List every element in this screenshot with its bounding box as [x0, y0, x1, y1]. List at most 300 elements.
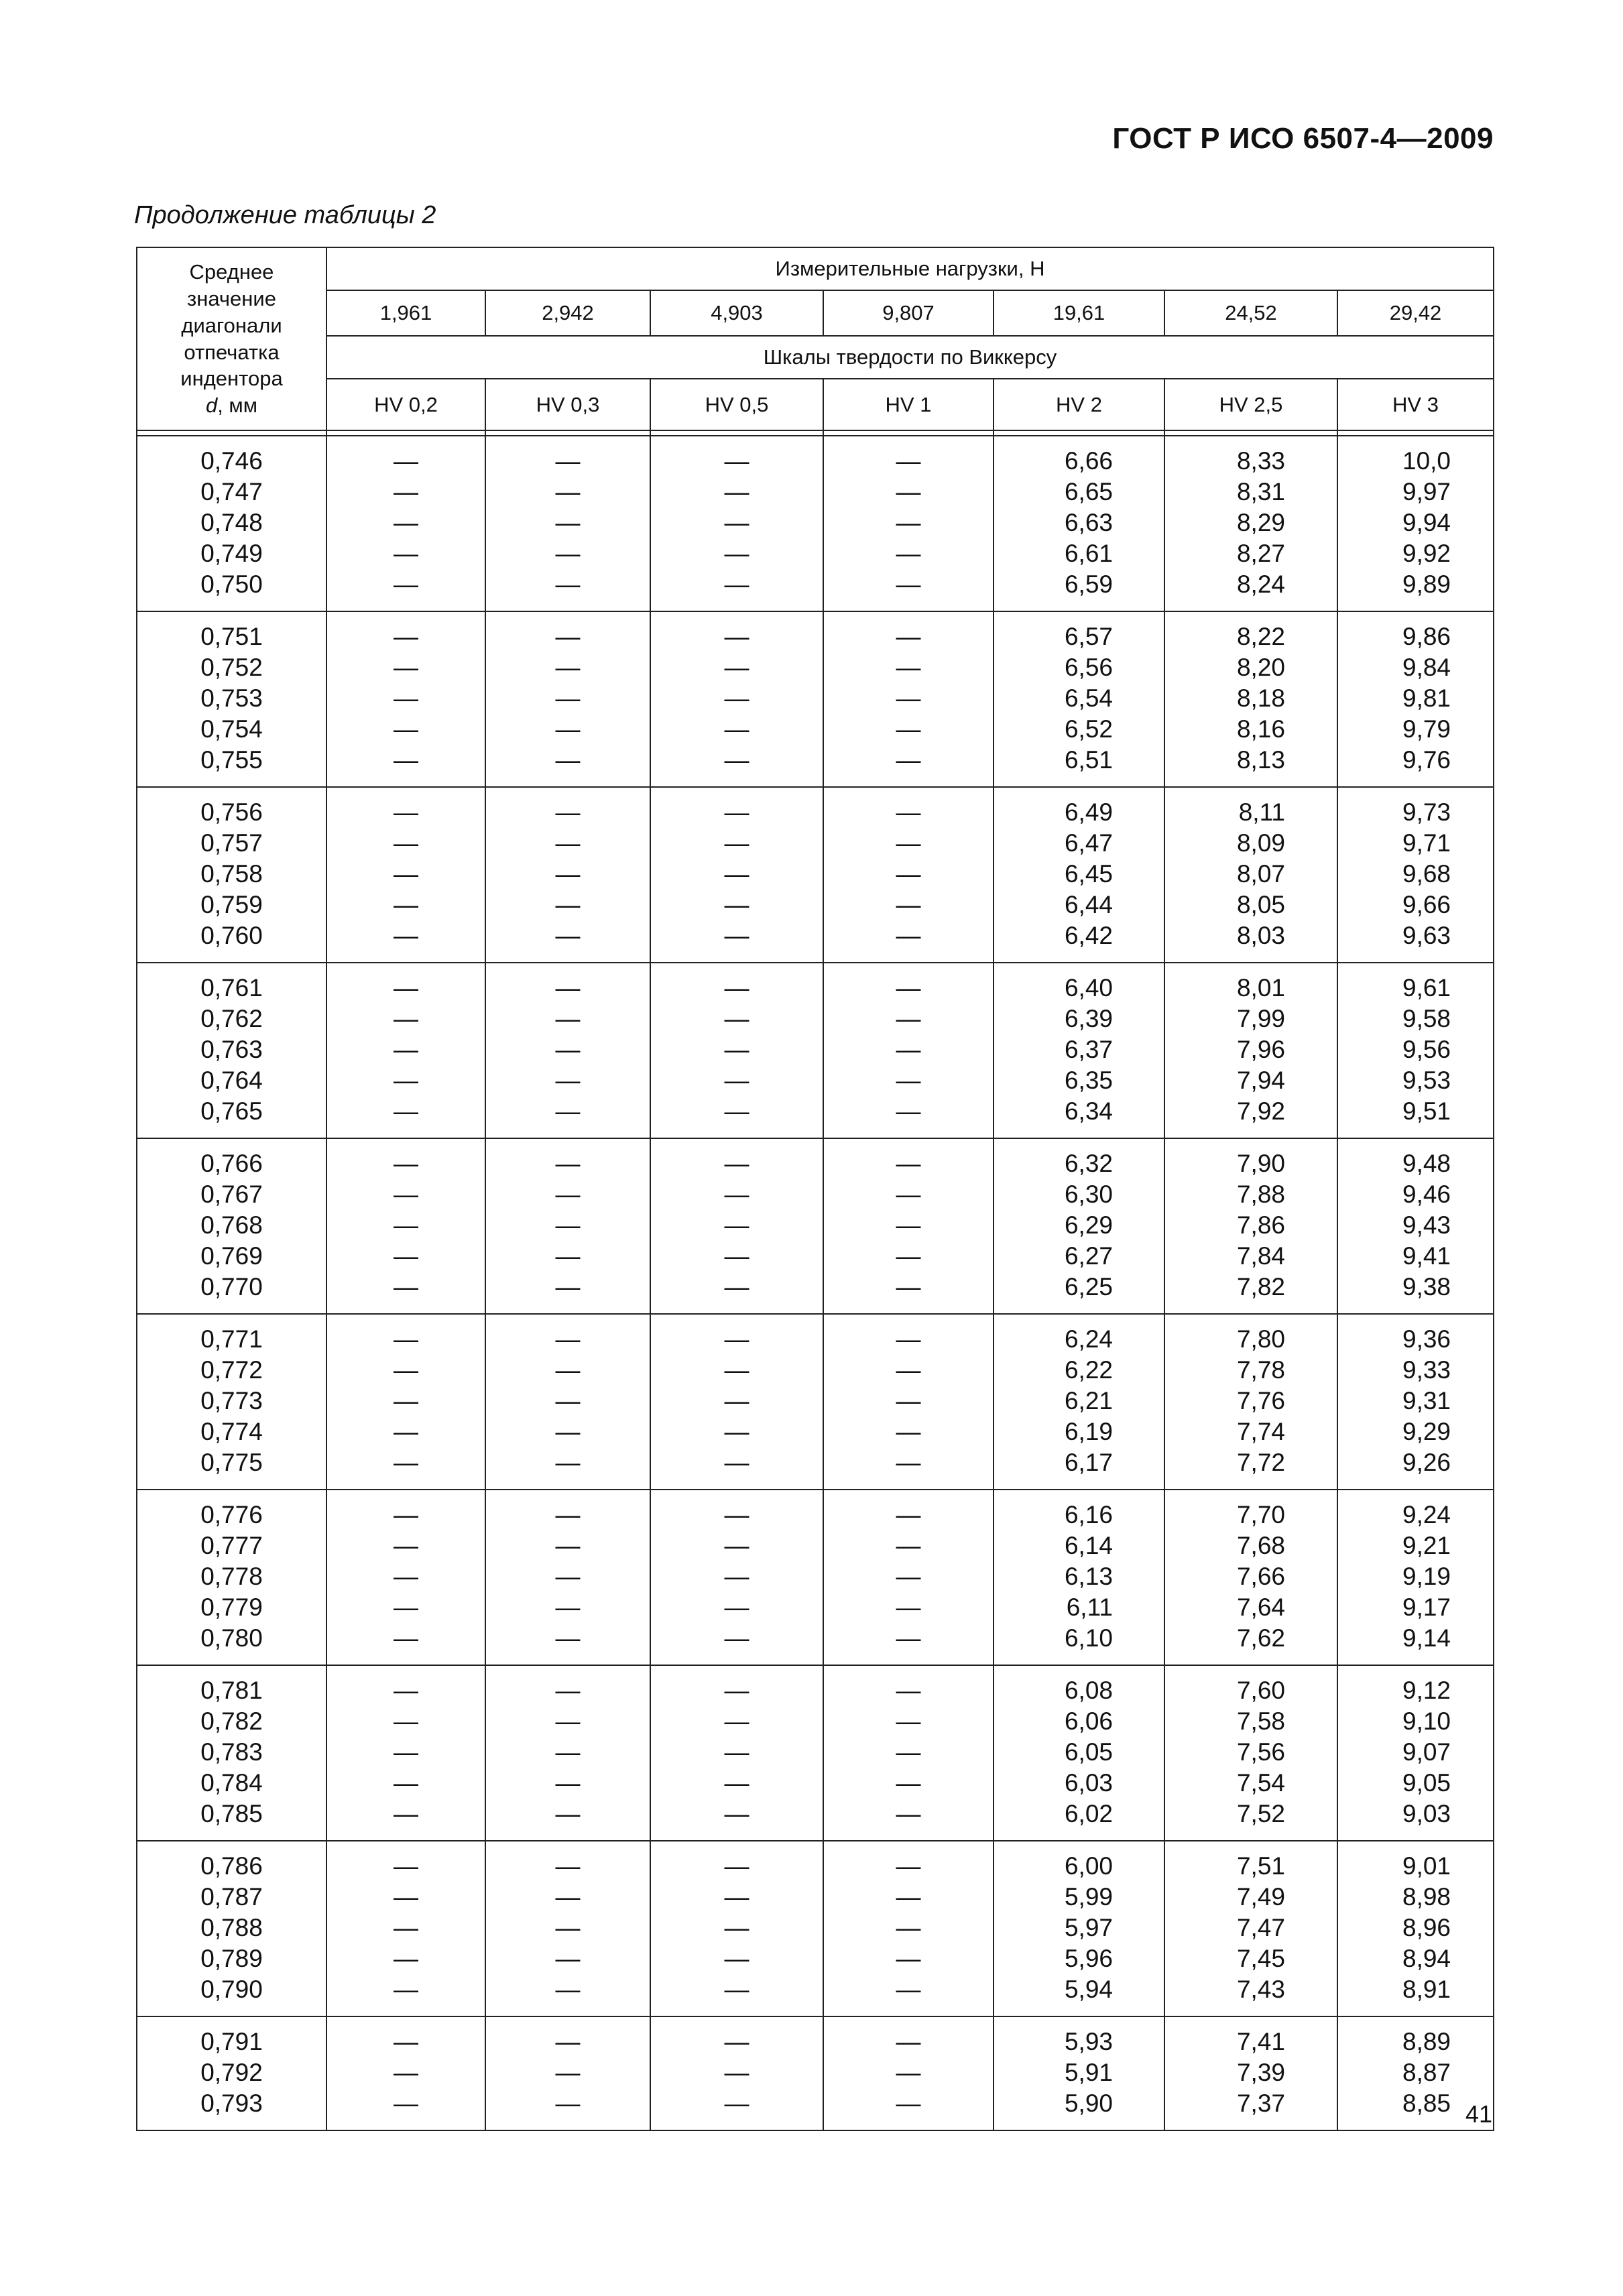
hv-value-cell: 8,16 — [1164, 714, 1337, 745]
empty-value-cell: — — [650, 538, 823, 569]
hv-value-cell: 8,05 — [1164, 890, 1337, 920]
hv-value-cell: 6,13 — [994, 1561, 1164, 1592]
hv-value-cell: 7,80 — [1164, 1314, 1337, 1355]
empty-value-cell: — — [823, 1138, 994, 1179]
diagonal-cell: 0,758 — [137, 859, 326, 890]
table-row — [137, 1592, 1494, 1623]
table-row — [137, 890, 1494, 920]
hv-value-cell: 6,52 — [994, 714, 1164, 745]
table-row — [137, 652, 1494, 683]
empty-value-cell: — — [326, 683, 485, 714]
diagonal-cell: 0,779 — [137, 1592, 326, 1623]
empty-value-cell: — — [326, 787, 485, 828]
empty-value-cell: — — [485, 683, 650, 714]
empty-value-cell: — — [823, 1974, 994, 2016]
hv-value-cell: 9,97 — [1337, 477, 1494, 507]
hv-value-cell: 6,17 — [994, 1447, 1164, 1490]
hv-value-cell: 6,03 — [994, 1768, 1164, 1799]
hv-value-cell: 6,63 — [994, 507, 1164, 538]
hv-value-cell: 7,90 — [1164, 1138, 1337, 1179]
empty-value-cell: — — [485, 963, 650, 1004]
hv-value-cell: 5,93 — [994, 2016, 1164, 2057]
row-group — [137, 611, 1494, 787]
empty-value-cell: — — [485, 1592, 650, 1623]
empty-value-cell: — — [650, 507, 823, 538]
hv-value-cell: 6,24 — [994, 1314, 1164, 1355]
empty-value-cell: — — [650, 963, 823, 1004]
load-value: 19,61 — [994, 290, 1164, 336]
hv-value-cell: 9,41 — [1337, 1241, 1494, 1272]
table-row — [137, 1706, 1494, 1737]
hv-value-cell: 7,70 — [1164, 1490, 1337, 1530]
table-row — [137, 1004, 1494, 1034]
empty-value-cell: — — [326, 920, 485, 963]
hv-value-cell: 10,0 — [1337, 436, 1494, 477]
hv-value-cell: 6,02 — [994, 1799, 1164, 1841]
empty-value-cell: — — [823, 1665, 994, 1706]
empty-value-cell: — — [650, 1665, 823, 1706]
empty-value-cell: — — [326, 1974, 485, 2016]
hv-value-cell: 9,12 — [1337, 1665, 1494, 1706]
hv-value-cell: 6,16 — [994, 1490, 1164, 1530]
empty-value-cell: — — [650, 1447, 823, 1490]
empty-value-cell: — — [485, 920, 650, 963]
hv-value-cell: 9,21 — [1337, 1530, 1494, 1561]
hv-value-cell: 6,57 — [994, 611, 1164, 652]
document-code: ГОСТ Р ИСО 6507-4—2009 — [1112, 122, 1494, 155]
hv-value-cell: 9,71 — [1337, 828, 1494, 859]
empty-value-cell: — — [823, 1004, 994, 1034]
table-row — [137, 1530, 1494, 1561]
hv-value-cell: 6,56 — [994, 652, 1164, 683]
empty-value-cell: — — [650, 1314, 823, 1355]
empty-value-cell: — — [326, 1004, 485, 1034]
row-group — [137, 436, 1494, 611]
empty-value-cell: — — [823, 538, 994, 569]
hv-value-cell: 5,94 — [994, 1974, 1164, 2016]
hv-value-cell: 7,47 — [1164, 1913, 1337, 1943]
empty-value-cell: — — [823, 745, 994, 787]
hv-value-cell: 7,54 — [1164, 1768, 1337, 1799]
hv-value-cell: 9,31 — [1337, 1386, 1494, 1416]
hv-value-cell: 9,46 — [1337, 1179, 1494, 1210]
hv-value-cell: 6,30 — [994, 1179, 1164, 1210]
empty-value-cell: — — [485, 1665, 650, 1706]
empty-value-cell: — — [650, 890, 823, 920]
hv-value-cell: 6,25 — [994, 1272, 1164, 1314]
empty-value-cell: — — [650, 859, 823, 890]
empty-value-cell: — — [326, 1179, 485, 1210]
empty-value-cell: — — [823, 787, 994, 828]
empty-value-cell: — — [650, 611, 823, 652]
empty-value-cell: — — [326, 859, 485, 890]
diagonal-cell: 0,754 — [137, 714, 326, 745]
hv-value-cell: 7,56 — [1164, 1737, 1337, 1768]
empty-value-cell: — — [326, 2088, 485, 2130]
empty-value-cell: — — [650, 1882, 823, 1913]
hv-value-cell: 6,32 — [994, 1138, 1164, 1179]
table-row — [137, 714, 1494, 745]
empty-value-cell: — — [485, 1386, 650, 1416]
table-row — [137, 2057, 1494, 2088]
empty-value-cell: — — [485, 1490, 650, 1530]
diagonal-cell: 0,781 — [137, 1665, 326, 1706]
empty-value-cell: — — [650, 1737, 823, 1768]
hv-value-cell: 6,35 — [994, 1065, 1164, 1096]
table-row — [137, 1665, 1494, 1706]
load-value: 2,942 — [485, 290, 650, 336]
empty-value-cell: — — [485, 2016, 650, 2057]
empty-value-cell: — — [650, 787, 823, 828]
empty-value-cell: — — [650, 1592, 823, 1623]
table-row — [137, 1841, 1494, 1882]
empty-value-cell: — — [650, 1943, 823, 1974]
hv-value-cell: 9,61 — [1337, 963, 1494, 1004]
hv-value-cell: 9,94 — [1337, 507, 1494, 538]
empty-value-cell: — — [326, 1943, 485, 1974]
empty-value-cell: — — [823, 1737, 994, 1768]
empty-value-cell: — — [485, 787, 650, 828]
empty-value-cell: — — [485, 1272, 650, 1314]
table-row — [137, 1768, 1494, 1799]
empty-value-cell: — — [485, 1943, 650, 1974]
empty-value-cell: — — [823, 2016, 994, 2057]
empty-value-cell: — — [823, 859, 994, 890]
hv-value-cell: 6,06 — [994, 1706, 1164, 1737]
table-row — [137, 1138, 1494, 1179]
hv-value-cell: 9,92 — [1337, 538, 1494, 569]
empty-value-cell: — — [485, 714, 650, 745]
load-value: 4,903 — [650, 290, 823, 336]
empty-value-cell: — — [823, 828, 994, 859]
empty-value-cell: — — [650, 1623, 823, 1665]
empty-value-cell: — — [326, 1623, 485, 1665]
table-row — [137, 1447, 1494, 1490]
hv-value-cell: 8,33 — [1164, 436, 1337, 477]
hv-value-cell: 8,20 — [1164, 652, 1337, 683]
empty-value-cell: — — [326, 538, 485, 569]
table-row — [137, 1737, 1494, 1768]
empty-value-cell: — — [650, 1210, 823, 1241]
empty-value-cell: — — [650, 1138, 823, 1179]
empty-value-cell: — — [326, 890, 485, 920]
empty-value-cell: — — [326, 745, 485, 787]
empty-value-cell: — — [485, 1096, 650, 1138]
hv-value-cell: 6,27 — [994, 1241, 1164, 1272]
empty-value-cell: — — [485, 1034, 650, 1065]
hv-value-cell: 8,01 — [1164, 963, 1337, 1004]
hv-value-cell: 7,66 — [1164, 1561, 1337, 1592]
row-group — [137, 787, 1494, 963]
empty-value-cell: — — [823, 1272, 994, 1314]
stub-header-line: отпечатка — [184, 340, 280, 364]
hv-value-cell: 8,96 — [1337, 1913, 1494, 1943]
empty-value-cell: — — [326, 1737, 485, 1768]
empty-value-cell: — — [326, 1913, 485, 1943]
hv-value-cell: 7,52 — [1164, 1799, 1337, 1841]
empty-value-cell: — — [823, 1355, 994, 1386]
hv-value-cell: 8,09 — [1164, 828, 1337, 859]
table-row — [137, 1490, 1494, 1530]
load-value: 9,807 — [823, 290, 994, 336]
hv-value-cell: 9,38 — [1337, 1272, 1494, 1314]
empty-value-cell: — — [650, 1096, 823, 1138]
hv-value-cell: 7,58 — [1164, 1706, 1337, 1737]
empty-value-cell: — — [823, 1034, 994, 1065]
diagonal-cell: 0,764 — [137, 1065, 326, 1096]
empty-value-cell: — — [823, 1530, 994, 1561]
empty-value-cell: — — [650, 1386, 823, 1416]
empty-value-cell: — — [485, 1623, 650, 1665]
hv-value-cell: 8,22 — [1164, 611, 1337, 652]
table-row — [137, 1065, 1494, 1096]
diagonal-cell: 0,782 — [137, 1706, 326, 1737]
hv-value-cell: 6,59 — [994, 569, 1164, 611]
hv-value-cell: 6,51 — [994, 745, 1164, 787]
table-row — [137, 1623, 1494, 1665]
hv-value-cell: 6,19 — [994, 1416, 1164, 1447]
hv-value-cell: 5,96 — [994, 1943, 1164, 1974]
empty-value-cell: — — [485, 652, 650, 683]
row-group — [137, 1490, 1494, 1665]
diagonal-cell: 0,753 — [137, 683, 326, 714]
hv-value-cell: 7,60 — [1164, 1665, 1337, 1706]
empty-value-cell: — — [326, 2057, 485, 2088]
empty-value-cell: — — [485, 1138, 650, 1179]
hv-value-cell: 9,76 — [1337, 745, 1494, 787]
hv-value-cell: 6,11 — [994, 1592, 1164, 1623]
empty-value-cell: — — [326, 828, 485, 859]
hv-value-cell: 8,85 — [1337, 2088, 1494, 2130]
empty-value-cell: — — [650, 683, 823, 714]
empty-value-cell: — — [823, 1096, 994, 1138]
diagonal-cell: 0,770 — [137, 1272, 326, 1314]
hv-value-cell: 6,42 — [994, 920, 1164, 963]
empty-value-cell: — — [485, 1179, 650, 1210]
hv-value-cell: 9,17 — [1337, 1592, 1494, 1623]
hv-value-cell: 9,58 — [1337, 1004, 1494, 1034]
hv-value-cell: 6,08 — [994, 1665, 1164, 1706]
empty-value-cell: — — [650, 1913, 823, 1943]
scale-label: HV 0,5 — [650, 379, 823, 430]
hv-value-cell: 9,53 — [1337, 1065, 1494, 1096]
empty-value-cell: — — [485, 1210, 650, 1241]
diagonal-cell: 0,790 — [137, 1974, 326, 2016]
table-row — [137, 683, 1494, 714]
empty-value-cell: — — [326, 2016, 485, 2057]
diagonal-cell: 0,762 — [137, 1004, 326, 1034]
hv-value-cell: 7,43 — [1164, 1974, 1337, 2016]
empty-value-cell: — — [823, 652, 994, 683]
diagonal-cell: 0,788 — [137, 1913, 326, 1943]
empty-value-cell: — — [326, 1272, 485, 1314]
table-row — [137, 1561, 1494, 1592]
hv-value-cell: 8,91 — [1337, 1974, 1494, 2016]
empty-value-cell: — — [485, 1447, 650, 1490]
hv-value-cell: 9,14 — [1337, 1623, 1494, 1665]
diagonal-cell: 0,760 — [137, 920, 326, 963]
empty-value-cell: — — [485, 1768, 650, 1799]
hv-value-cell: 9,56 — [1337, 1034, 1494, 1065]
diagonal-cell: 0,749 — [137, 538, 326, 569]
table-row — [137, 507, 1494, 538]
diagonal-cell: 0,775 — [137, 1447, 326, 1490]
hv-value-cell: 6,61 — [994, 538, 1164, 569]
empty-value-cell: — — [485, 1706, 650, 1737]
hv-value-cell: 9,19 — [1337, 1561, 1494, 1592]
hv-value-cell: 8,98 — [1337, 1882, 1494, 1913]
table-row — [137, 1096, 1494, 1138]
empty-value-cell: — — [823, 1065, 994, 1096]
scale-label: HV 1 — [823, 379, 994, 430]
hv-value-cell: 8,27 — [1164, 538, 1337, 569]
hv-value-cell: 5,90 — [994, 2088, 1164, 2130]
empty-value-cell: — — [650, 569, 823, 611]
empty-value-cell: — — [485, 1882, 650, 1913]
hv-value-cell: 6,21 — [994, 1386, 1164, 1416]
table-row — [137, 538, 1494, 569]
table-row — [137, 859, 1494, 890]
diagonal-cell: 0,752 — [137, 652, 326, 683]
empty-value-cell: — — [823, 1623, 994, 1665]
hv-value-cell: 9,36 — [1337, 1314, 1494, 1355]
empty-value-cell: — — [326, 1561, 485, 1592]
empty-value-cell: — — [650, 920, 823, 963]
empty-value-cell: — — [650, 1561, 823, 1592]
empty-value-cell: — — [485, 828, 650, 859]
empty-value-cell: — — [485, 436, 650, 477]
hv-value-cell: 7,74 — [1164, 1416, 1337, 1447]
empty-value-cell: — — [326, 436, 485, 477]
table-row — [137, 611, 1494, 652]
scale-label: HV 2,5 — [1164, 379, 1337, 430]
hv-value-cell: 9,81 — [1337, 683, 1494, 714]
hv-value-cell: 9,29 — [1337, 1416, 1494, 1447]
page-number: 41 — [1465, 2100, 1492, 2128]
hv-value-cell: 8,87 — [1337, 2057, 1494, 2088]
empty-value-cell: — — [650, 2016, 823, 2057]
diagonal-cell: 0,763 — [137, 1034, 326, 1065]
diagonal-cell: 0,757 — [137, 828, 326, 859]
hv-value-cell: 7,49 — [1164, 1882, 1337, 1913]
hv-value-cell: 9,84 — [1337, 652, 1494, 683]
hv-value-cell: 9,66 — [1337, 890, 1494, 920]
hv-value-cell: 6,14 — [994, 1530, 1164, 1561]
row-group — [137, 1314, 1494, 1490]
scale-label: HV 0,3 — [485, 379, 650, 430]
hv-value-cell: 6,34 — [994, 1096, 1164, 1138]
hv-value-cell: 7,72 — [1164, 1447, 1337, 1490]
table-row — [137, 569, 1494, 611]
hv-value-cell: 7,39 — [1164, 2057, 1337, 2088]
table-row — [137, 1272, 1494, 1314]
hv-value-cell: 6,65 — [994, 477, 1164, 507]
hv-value-cell: 6,00 — [994, 1841, 1164, 1882]
empty-value-cell: — — [823, 1210, 994, 1241]
hv-value-cell: 6,45 — [994, 859, 1164, 890]
hv-value-cell: 9,03 — [1337, 1799, 1494, 1841]
table-row — [137, 2088, 1494, 2130]
hv-value-cell: 7,41 — [1164, 2016, 1337, 2057]
empty-value-cell: — — [326, 1706, 485, 1737]
hv-value-cell: 9,79 — [1337, 714, 1494, 745]
empty-value-cell: — — [485, 1561, 650, 1592]
empty-value-cell: — — [823, 1592, 994, 1623]
diagonal-cell: 0,791 — [137, 2016, 326, 2057]
diagonal-cell: 0,780 — [137, 1623, 326, 1665]
hv-value-cell: 9,24 — [1337, 1490, 1494, 1530]
empty-value-cell: — — [326, 1096, 485, 1138]
empty-value-cell: — — [650, 1706, 823, 1737]
diagonal-cell: 0,769 — [137, 1241, 326, 1272]
stub-header-line: диагонали — [181, 313, 282, 337]
table-row — [137, 2016, 1494, 2057]
diagonal-cell: 0,789 — [137, 1943, 326, 1974]
empty-value-cell: — — [650, 828, 823, 859]
table-row — [137, 745, 1494, 787]
stub-header — [137, 247, 326, 430]
empty-value-cell: — — [485, 477, 650, 507]
hv-value-cell: 7,82 — [1164, 1272, 1337, 1314]
hv-value-cell: 8,07 — [1164, 859, 1337, 890]
empty-value-cell: — — [823, 611, 994, 652]
row-group — [137, 1841, 1494, 2016]
hv-value-cell: 7,99 — [1164, 1004, 1337, 1034]
hv-value-cell: 6,40 — [994, 963, 1164, 1004]
hv-value-cell: 7,64 — [1164, 1592, 1337, 1623]
table-row — [137, 1416, 1494, 1447]
row-group — [137, 1665, 1494, 1841]
empty-value-cell: — — [326, 1355, 485, 1386]
hv-value-cell: 7,86 — [1164, 1210, 1337, 1241]
hv-value-cell: 7,51 — [1164, 1841, 1337, 1882]
empty-value-cell: — — [823, 1386, 994, 1416]
diagonal-cell: 0,785 — [137, 1799, 326, 1841]
diagonal-cell: 0,783 — [137, 1737, 326, 1768]
diagonal-cell: 0,787 — [137, 1882, 326, 1913]
hv-value-cell: 7,92 — [1164, 1096, 1337, 1138]
empty-value-cell: — — [326, 1592, 485, 1623]
hv-value-cell: 8,89 — [1337, 2016, 1494, 2057]
scale-label: HV 3 — [1337, 379, 1494, 430]
empty-value-cell: — — [326, 1314, 485, 1355]
empty-value-cell: — — [485, 1355, 650, 1386]
hv-value-cell: 5,91 — [994, 2057, 1164, 2088]
empty-value-cell: — — [485, 1416, 650, 1447]
diagonal-cell: 0,746 — [137, 436, 326, 477]
diagonal-cell: 0,766 — [137, 1138, 326, 1179]
diagonal-cell: 0,756 — [137, 787, 326, 828]
empty-value-cell: — — [823, 2088, 994, 2130]
hv-value-cell: 8,18 — [1164, 683, 1337, 714]
stub-header-unit: , мм — [217, 393, 258, 417]
empty-value-cell: — — [326, 1241, 485, 1272]
empty-value-cell: — — [823, 2057, 994, 2088]
empty-value-cell: — — [650, 1490, 823, 1530]
hv-value-cell: 5,99 — [994, 1882, 1164, 1913]
empty-value-cell: — — [326, 1799, 485, 1841]
hv-value-cell: 7,45 — [1164, 1943, 1337, 1974]
diagonal-cell: 0,768 — [137, 1210, 326, 1241]
empty-value-cell: — — [650, 1241, 823, 1272]
empty-value-cell: — — [823, 1447, 994, 1490]
header-separator — [137, 430, 1494, 436]
empty-value-cell: — — [823, 714, 994, 745]
hv-value-cell: 8,03 — [1164, 920, 1337, 963]
empty-value-cell: — — [485, 538, 650, 569]
empty-value-cell: — — [326, 1530, 485, 1561]
diagonal-cell: 0,777 — [137, 1530, 326, 1561]
